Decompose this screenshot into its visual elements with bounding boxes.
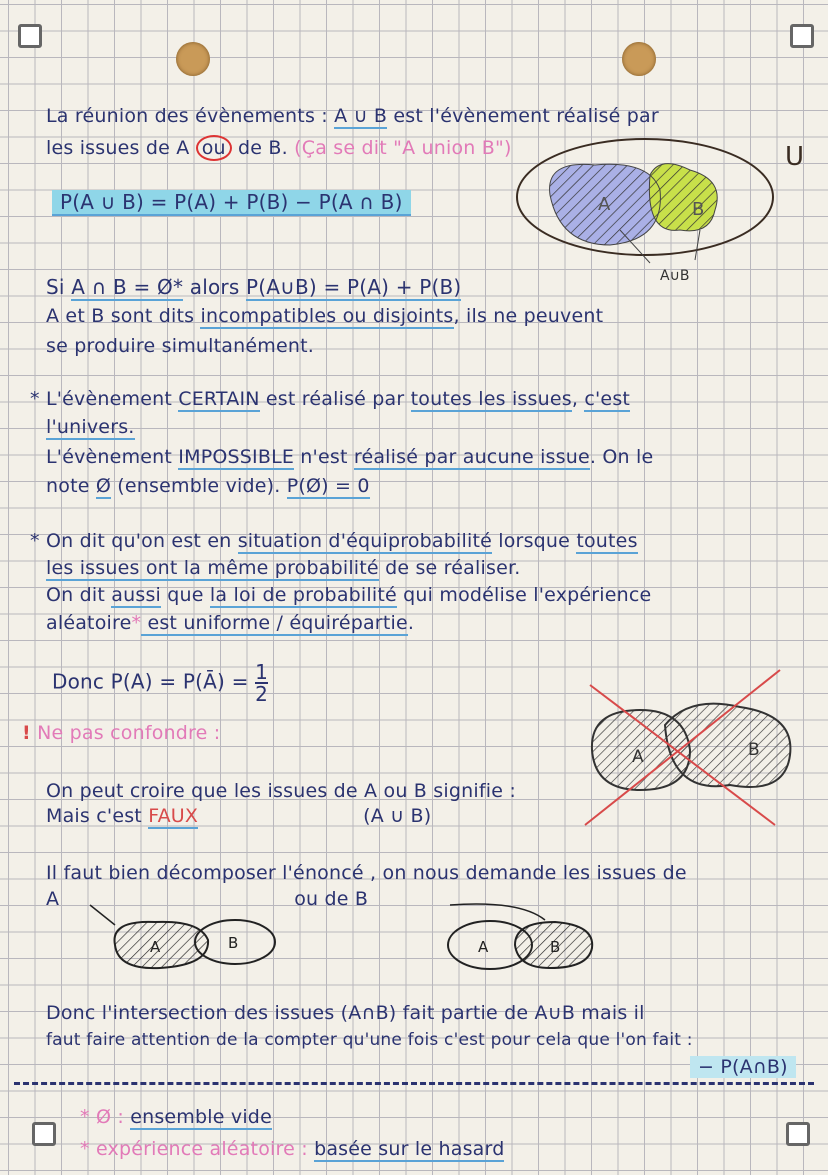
divider bbox=[14, 1082, 814, 1085]
misconception: On peut croire que les issues de A ou B signifie : bbox=[46, 780, 516, 802]
warning-title: ! Ne pas confondre : bbox=[22, 722, 221, 744]
svg-text:B: B bbox=[748, 740, 760, 760]
svg-text:B: B bbox=[692, 199, 705, 220]
footnote-empty-set: * Ø : ensemble vide bbox=[80, 1106, 272, 1128]
equiprobability: * On dit qu'on est en situation d'équiprobabilité lorsque toutes bbox=[30, 530, 638, 552]
svg-text:A: A bbox=[150, 938, 161, 956]
equiprobability-4: aléatoire* est uniforme / équirépartie. bbox=[46, 612, 415, 634]
union-formula: P(A ∪ B) = P(A) + P(B) − P(A ∩ B) bbox=[52, 190, 411, 214]
decompose-a: A ou de B bbox=[46, 888, 369, 910]
svg-text:U: U bbox=[785, 142, 805, 172]
svg-text:A: A bbox=[598, 194, 611, 215]
equiprobability-result: Donc P(A) = P(Ā) = $\frac{1}{2}$ bbox=[52, 660, 269, 706]
certain-event-2: l'univers. bbox=[46, 416, 135, 438]
footnote-random-experiment: * expérience aléatoire : basée sur le hasard bbox=[80, 1138, 505, 1160]
intersection-correction: − P(A∩B) bbox=[690, 1056, 796, 1078]
corner-mark-icon bbox=[32, 1122, 56, 1146]
disjoint-condition: Si A ∩ B = Ø* alors P(A∪B) = P(A) + P(B) bbox=[46, 275, 462, 299]
decompose-statement: Il faut bien décomposer l'énoncé , on nous demande les issues de bbox=[46, 862, 687, 884]
misconception-2: Mais c'est FAUX (A ∪ B) bbox=[46, 805, 432, 827]
disjoint-definition-2: se produire simultanément. bbox=[46, 335, 314, 357]
binder-hole-left bbox=[176, 42, 210, 76]
union-definition-2: les issues de A ou de B. (Ça se dit "A union B") bbox=[46, 137, 512, 159]
svg-text:B: B bbox=[228, 934, 239, 952]
equiprobability-2: les issues ont la même probabilité de se réaliser. bbox=[46, 557, 521, 579]
svg-text:A∪B: A∪B bbox=[660, 268, 690, 284]
wrong-union-diagram bbox=[580, 665, 800, 830]
union-definition: La réunion des évènements : A ∪ B est l'évènement réalisé par bbox=[46, 105, 659, 127]
certain-event: * L'évènement CERTAIN est réalisé par toutes les issues, c'est bbox=[30, 388, 631, 410]
binder-hole-right bbox=[622, 42, 656, 76]
corner-mark-icon bbox=[18, 24, 42, 48]
intersection-note-2: faut faire attention de la compter qu'une fois c'est pour cela que l'on fait : bbox=[46, 1030, 693, 1050]
exclamation-icon: ! bbox=[22, 722, 31, 744]
impossible-event: L'évènement IMPOSSIBLE n'est réalisé par aucune issue. On le bbox=[46, 446, 654, 468]
disjoint-definition: A et B sont dits incompatibles ou disjoints, ils ne peuvent bbox=[46, 305, 604, 327]
decompose-diagrams bbox=[60, 900, 620, 990]
svg-text:A: A bbox=[632, 747, 644, 767]
svg-text:A: A bbox=[478, 938, 489, 956]
corner-mark-icon bbox=[786, 1122, 810, 1146]
svg-text:B: B bbox=[550, 938, 561, 956]
set-a-shape bbox=[115, 922, 209, 968]
intersection-note: Donc l'intersection des issues (A∩B) fait partie de A∪B mais il bbox=[46, 1002, 645, 1024]
corner-mark-icon bbox=[790, 24, 814, 48]
impossible-event-2: note Ø (ensemble vide). P(Ø) = 0 bbox=[46, 475, 370, 497]
union-venn-diagram bbox=[510, 135, 810, 295]
equiprobability-3: On dit aussi que la loi de probabilité qui modélise l'expérience bbox=[46, 584, 652, 606]
